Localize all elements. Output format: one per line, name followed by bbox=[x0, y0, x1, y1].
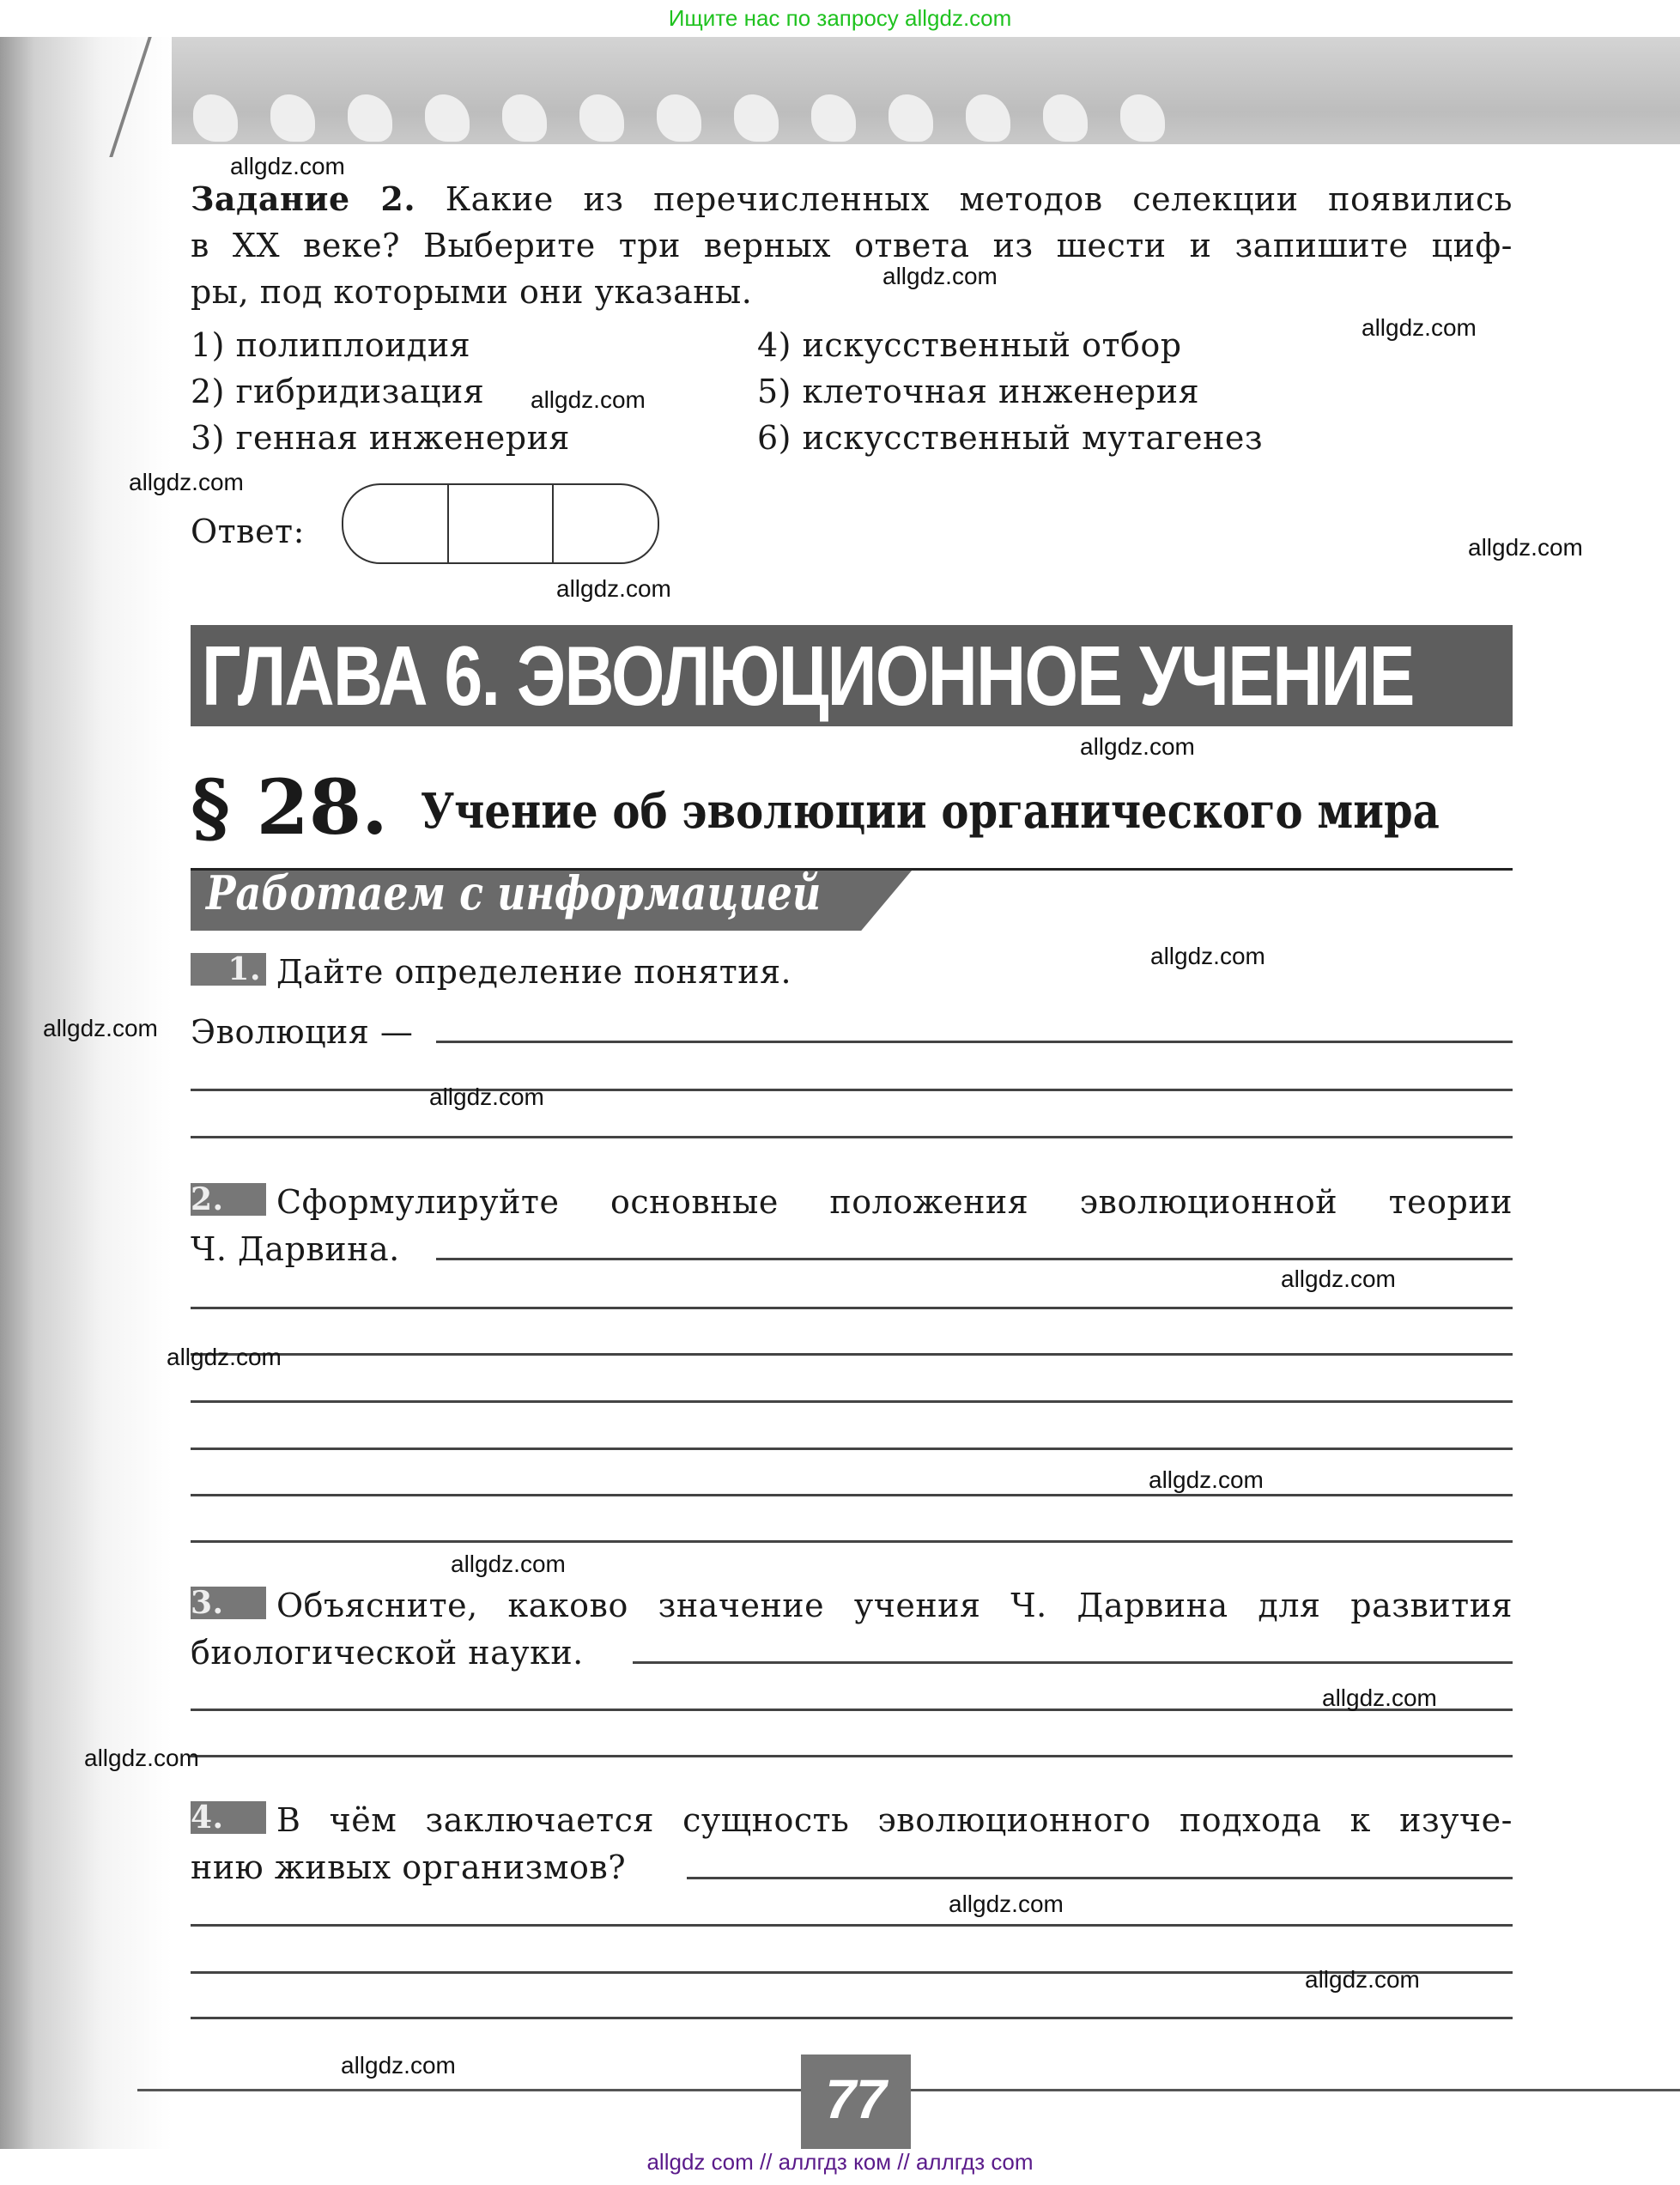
question-4-line2: нию живых организмов? bbox=[191, 1848, 627, 1886]
answer-line[interactable] bbox=[191, 1494, 1513, 1496]
answer-line[interactable] bbox=[191, 1448, 1513, 1450]
task2-prompt bbox=[191, 176, 1513, 315]
question-4 bbox=[191, 1797, 1513, 1843]
question-2-text: Сформулируйте основные положения эволюционной теории bbox=[276, 1183, 1513, 1221]
watermark: allgdz.com bbox=[556, 575, 671, 602]
watermark: allgdz.com bbox=[129, 469, 244, 495]
watermark: allgdz.com bbox=[1468, 534, 1583, 561]
bison-icon bbox=[193, 94, 238, 142]
question-1 bbox=[191, 949, 791, 995]
kangaroo-icon bbox=[966, 94, 1010, 142]
horse-icon bbox=[425, 94, 470, 142]
option-3: 3) генная инженерия bbox=[191, 419, 570, 457]
watermark: allgdz.com bbox=[1080, 733, 1195, 760]
question-3-text: Объясните, каково значение учения Ч. Дарвина для развития bbox=[276, 1587, 1513, 1624]
scorpion-icon bbox=[348, 94, 392, 142]
answer-cell-1[interactable] bbox=[343, 485, 449, 562]
option-2: 2) гибридизация bbox=[191, 373, 485, 410]
option-5: 5) клеточная инженерия bbox=[757, 373, 1200, 410]
question-4-text: В чём заключается сущность эволюционного подхода к изуче- bbox=[276, 1801, 1513, 1839]
insect-icon bbox=[811, 94, 856, 142]
watermark: allgdz.com bbox=[1150, 943, 1265, 969]
watermark: allgdz.com bbox=[84, 1745, 199, 1771]
bottom-banner: allgdz com // аллгдз ком // аллгдз com bbox=[646, 2149, 1034, 2175]
animal-silhouettes-row bbox=[193, 94, 1165, 142]
answer-label: Ответ: bbox=[191, 513, 305, 550]
page-binding-edge bbox=[0, 37, 172, 2149]
watermark: allgdz.com bbox=[1305, 1966, 1420, 1993]
watermark: allgdz.com bbox=[43, 1015, 158, 1041]
butterfly-icon bbox=[270, 94, 315, 142]
answer-line[interactable] bbox=[436, 1041, 1513, 1043]
watermark: allgdz.com bbox=[167, 1344, 282, 1370]
bird-icon bbox=[502, 94, 547, 142]
watermark: allgdz.com bbox=[1362, 314, 1477, 341]
section-number: § 28. bbox=[191, 762, 388, 852]
watermark: allgdz.com bbox=[1322, 1684, 1437, 1711]
moth-icon bbox=[1120, 94, 1165, 142]
question-2 bbox=[191, 1179, 1513, 1225]
answer-line[interactable] bbox=[191, 1353, 1513, 1356]
option-1: 1) полиплоидия bbox=[191, 326, 471, 364]
answer-line[interactable] bbox=[191, 1540, 1513, 1543]
watermark: allgdz.com bbox=[1281, 1265, 1396, 1292]
page-number: 77 bbox=[825, 2068, 887, 2130]
answer-line[interactable] bbox=[436, 1258, 1513, 1260]
task2-prompt-line2: в XX веке? Выберите три верных ответа из шести и запишите циф- bbox=[191, 227, 1513, 264]
watermark: allgdz.com bbox=[230, 153, 345, 179]
question-number-badge: 3. bbox=[191, 1587, 266, 1619]
question-number-badge: 1. bbox=[191, 953, 266, 986]
question-3-line2: биологической науки. bbox=[191, 1634, 584, 1672]
moose-icon bbox=[657, 94, 701, 142]
watermark: allgdz.com bbox=[429, 1083, 544, 1110]
watermark: allgdz.com bbox=[882, 263, 998, 289]
answer-cell-2[interactable] bbox=[449, 485, 555, 562]
watermark: allgdz.com bbox=[531, 386, 646, 413]
watermark: allgdz.com bbox=[949, 1891, 1064, 1917]
heron-icon bbox=[734, 94, 779, 142]
answer-cell-3[interactable] bbox=[554, 485, 658, 562]
chapter-title: ГЛАВА 6. ЭВОЛЮЦИОННОЕ УЧЕНИЕ bbox=[202, 628, 1414, 723]
whale-icon bbox=[579, 94, 624, 142]
task2-title: Задание 2. bbox=[191, 179, 416, 218]
watermark: allgdz.com bbox=[341, 2052, 456, 2079]
answer-line[interactable] bbox=[191, 1755, 1513, 1757]
answer-line[interactable] bbox=[191, 1924, 1513, 1927]
answer-box[interactable] bbox=[342, 483, 659, 564]
option-6: 6) искусственный мутагенез bbox=[757, 419, 1264, 457]
option-4: 4) искусственный отбор bbox=[757, 326, 1182, 364]
top-banner: Ищите нас по запросу allgdz.com bbox=[668, 5, 1012, 31]
answer-line[interactable] bbox=[191, 1709, 1513, 1711]
section-title: Учение об эволюции органического мира bbox=[421, 783, 1440, 840]
question-3 bbox=[191, 1582, 1513, 1629]
antelope-icon bbox=[1043, 94, 1088, 142]
question-1-text: Дайте определение понятия. bbox=[276, 953, 792, 991]
answer-line[interactable] bbox=[191, 1136, 1513, 1138]
task2-prompt-line1: Какие из перечисленных методов селекции появились bbox=[445, 180, 1513, 218]
watermark: allgdz.com bbox=[1149, 1466, 1264, 1493]
task2-prompt-line3: ры, под которыми они указаны. bbox=[191, 273, 753, 311]
answer-line[interactable] bbox=[191, 2017, 1513, 2019]
answer-line[interactable] bbox=[633, 1661, 1513, 1664]
answer-line[interactable] bbox=[687, 1877, 1513, 1879]
question-2-line2: Ч. Дарвина. bbox=[191, 1230, 400, 1268]
question-number-badge: 2. bbox=[191, 1183, 266, 1216]
watermark: allgdz.com bbox=[451, 1551, 566, 1577]
bull-icon bbox=[889, 94, 933, 142]
answer-line[interactable] bbox=[191, 1400, 1513, 1403]
info-subheading: Работаем с информацией bbox=[206, 865, 822, 920]
answer-line[interactable] bbox=[191, 1089, 1513, 1091]
task2-options bbox=[191, 322, 1547, 461]
question-1-term: Эволюция — bbox=[191, 1013, 414, 1051]
question-number-badge: 4. bbox=[191, 1801, 266, 1834]
answer-line[interactable] bbox=[191, 1307, 1513, 1309]
